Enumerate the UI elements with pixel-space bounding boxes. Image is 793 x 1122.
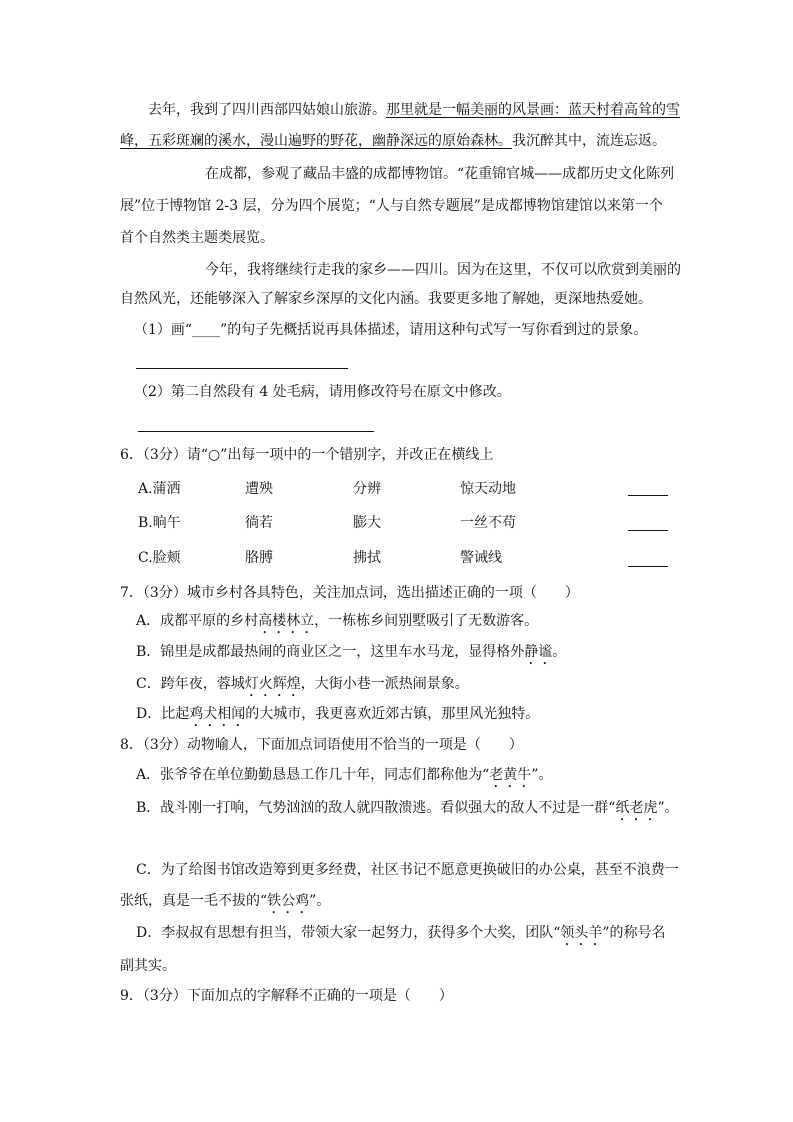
- underlined-sentence: 峰，五彩斑斓的溪水，漫山遍野的野花，幽静深远的原始森林。: [120, 133, 512, 149]
- word: 徜若: [245, 515, 273, 531]
- word: 一丝不苟: [460, 515, 516, 531]
- option-c[interactable]: C．为了给图书馆改造筹到更多经费，社区书记不愿意更换破旧的办公桌，甚至不浪费一: [136, 862, 679, 878]
- text: B．战斗刚一打响，气势汹汹的敌人就四散溃逃。看似强大的敌人不过是一群“: [136, 800, 616, 816]
- word: 惊天动地: [460, 481, 516, 497]
- text: D．比起: [136, 706, 190, 722]
- option-d[interactable]: [136, 705, 539, 730]
- option-c-continued: [120, 892, 330, 917]
- passage-line: 今年，我将继续行走我的家乡——四川。因为在这里，不仅可以欣赏到美丽的: [205, 262, 681, 278]
- answer-line[interactable]: [136, 368, 348, 369]
- dotted-word: 高楼林立: [258, 613, 315, 629]
- text: ”的称号名: [602, 925, 666, 941]
- dotted-word: 铁公鸡: [267, 893, 310, 909]
- dotted-word: 纸老虎: [615, 800, 658, 816]
- text: D．李叔叔有思想有担当，带领大家一起努力，获得多个大奖，团队“: [136, 925, 561, 941]
- dotted-word: 老黄牛: [489, 767, 532, 783]
- word: C.脸颊: [138, 550, 181, 566]
- passage-line: 首个自然类主题类展览。: [120, 230, 274, 246]
- passage-line: 展”位于博物馆 2-3 层，分为四个展览；“人与自然专题展”是成都博物馆建馆以来第一个: [120, 198, 663, 214]
- option-a[interactable]: [136, 766, 552, 791]
- passage-line: [148, 101, 680, 119]
- passage-line: 自然风光，还能够深入了解家乡深厚的文化内涵。我要更多地了解她，更深地热爱她。: [120, 291, 652, 307]
- question-stem: 9．（3分）下面加点的字解释不正确的一项是（ ）: [120, 988, 453, 1004]
- option-d-continued: 副其实。: [120, 958, 176, 974]
- text: 张纸，真是一毛不拔的“: [120, 893, 268, 909]
- option-b[interactable]: [136, 643, 566, 668]
- dotted-word: 灯火辉煌: [244, 676, 301, 692]
- dotted-word: 鸡犬相闻: [189, 706, 246, 722]
- word: 分辨: [353, 481, 381, 497]
- answer-line[interactable]: [628, 495, 668, 496]
- text: 的大城市，我更喜欢近郊古镇，那里风光独特。: [245, 706, 540, 722]
- word: 膨大: [353, 515, 381, 531]
- sub-question-1: （1）画“____”的句子先概括说再具体描述，请用这种句式写一写你看到过的景象。: [134, 322, 648, 338]
- option-b[interactable]: [136, 799, 679, 824]
- text: B．锦里是成都最热闹的商业区之一，这里车水马龙，显得格外: [136, 644, 525, 660]
- text: A．成都平原的乡村: [136, 613, 259, 629]
- text: ，大街小巷一派热闹景象。: [300, 676, 469, 692]
- text: 去年，我到了四川西部四姑娘山旅游。: [148, 102, 386, 118]
- dotted-word: 领头羊: [560, 925, 603, 941]
- passage-line: [120, 132, 666, 150]
- option-c[interactable]: [136, 675, 469, 700]
- text: A．张爷爷在单位勤勤恳恳工作几十年，同志们都称他为“: [136, 767, 490, 783]
- word: B.晌午: [138, 515, 181, 531]
- option-a[interactable]: [136, 612, 538, 637]
- dotted-word: 静谧: [524, 644, 553, 660]
- option-d[interactable]: [136, 924, 666, 949]
- word: 胳膊: [245, 550, 273, 566]
- text: 我沉醉其中，流连忘返。: [512, 133, 666, 149]
- text: C．跨年夜，蓉城: [136, 676, 245, 692]
- text: ”。: [657, 800, 679, 816]
- text: ，一栋栋乡间别墅吸引了无数游客。: [314, 613, 539, 629]
- underlined-sentence: 那里就是一幅美丽的风景画：蓝天村着高耸的雪: [386, 102, 680, 118]
- answer-line[interactable]: [628, 566, 668, 567]
- passage-line: 在成都，参观了藏品丰盛的成都博物馆。“花重锦官城——成都历史文化陈列: [205, 166, 675, 182]
- text: ”。: [531, 767, 553, 783]
- word: 警诫线: [460, 550, 502, 566]
- word: A.蒲洒: [138, 481, 181, 497]
- question-stem: 8．（3分）动物喻人，下面加点词语使用不恰当的一项是（ ）: [120, 737, 523, 753]
- answer-line[interactable]: [628, 530, 668, 531]
- word: 遭殃: [245, 481, 273, 497]
- sub-question-2: （2）第二自然段有 4 处毛病，请用修改符号在原文中修改。: [134, 384, 511, 400]
- question-stem: 6．（3分）请“○”出每一项中的一个错别字，并改正在横线上: [120, 447, 494, 463]
- answer-line[interactable]: [138, 431, 374, 432]
- text: ”。: [309, 893, 331, 909]
- text: 。: [552, 644, 567, 660]
- question-stem: 7．（3分）城市乡村各具特色，关注加点词，选出描述正确的一项（ ）: [120, 585, 579, 601]
- word: 拂拭: [353, 550, 381, 566]
